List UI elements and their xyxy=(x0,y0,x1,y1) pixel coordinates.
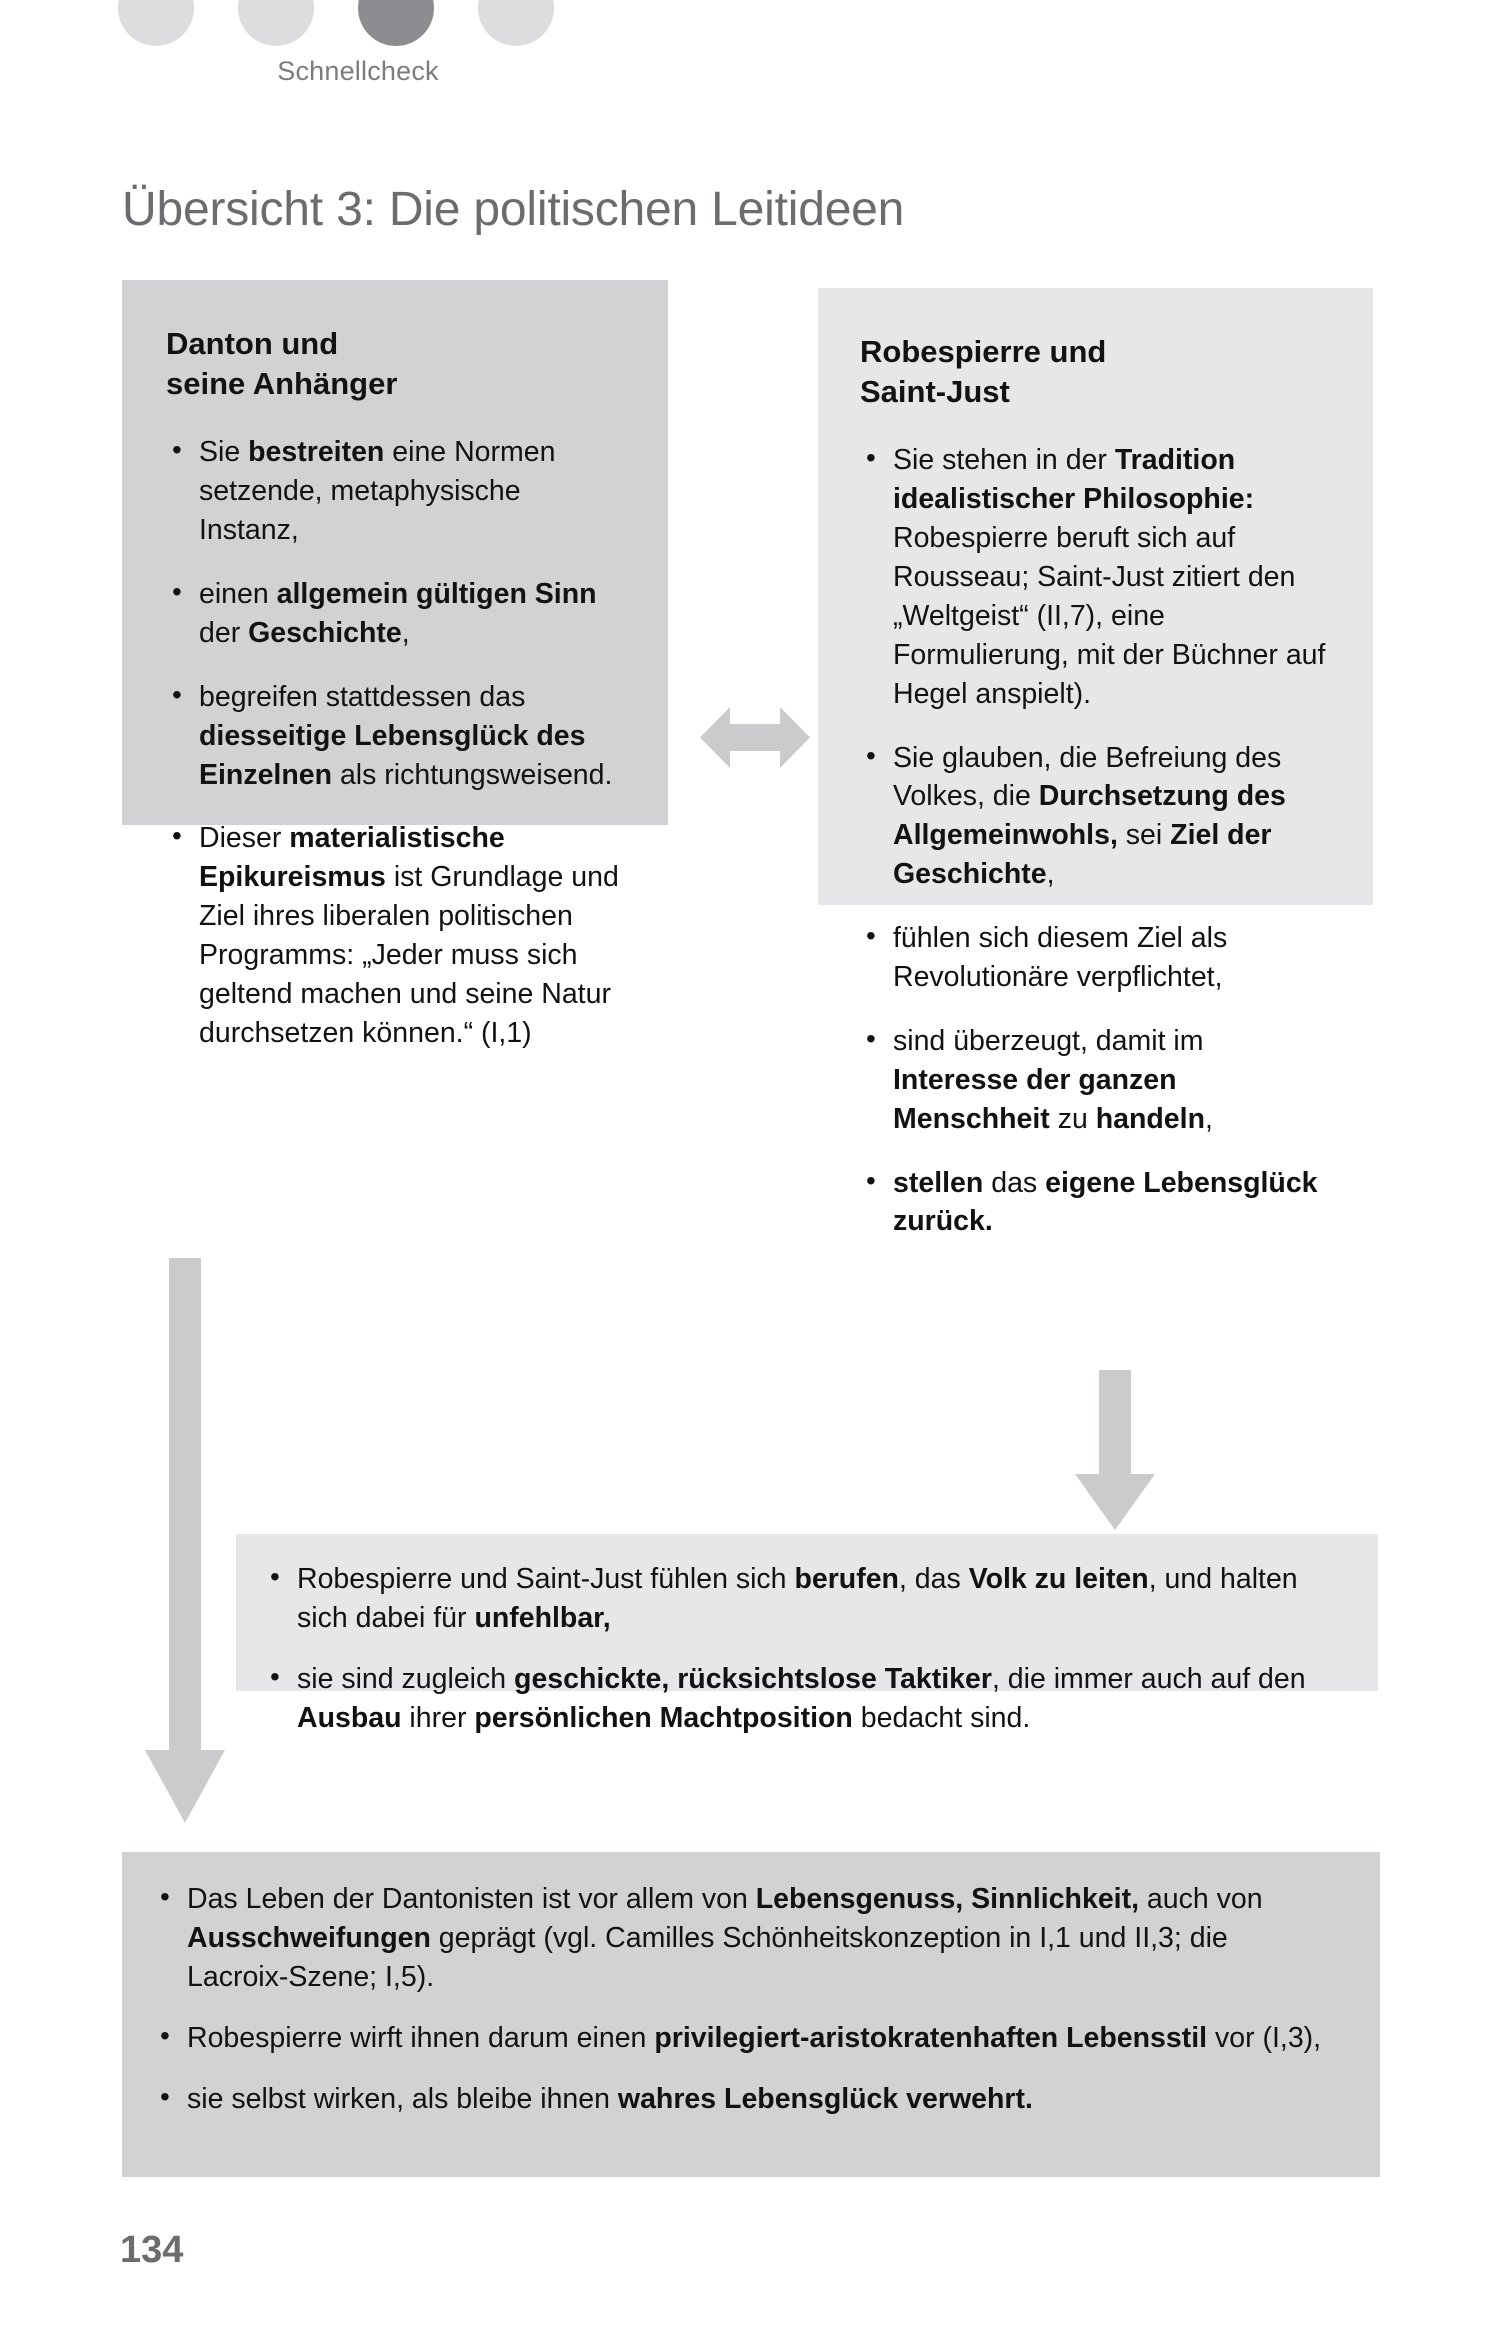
list-item: • Dieser materialistische Epikureismus ist Grundlage und Ziel ihres liberalen politischen Programms: „Jeder muss sich geltend machen und seine Natur durchsetzen können.“ (I,1) xyxy=(166,819,628,1052)
list-item: • stellen das eigene Lebensglück zurück. xyxy=(860,1164,1333,1242)
list-item: • einen allgemein gültigen Sinn der Geschichte, xyxy=(166,575,628,653)
box-danton-heading-line2: seine Anhänger xyxy=(166,365,398,401)
box-danton-heading xyxy=(166,324,628,403)
box-danton xyxy=(122,280,668,1049)
page-title: Übersicht 3: Die politischen Leitideen xyxy=(122,183,905,237)
list-item: • Sie glauben, die Befreiung des Volkes, die Durchsetzung des Allgemeinwohls, sei Ziel der Geschichte, xyxy=(860,739,1333,895)
chapter-dot-2 xyxy=(238,0,314,46)
down-arrow-icon-middle xyxy=(1075,1370,1155,1530)
box-robespierre-heading-line2: Saint-Just xyxy=(860,373,1010,409)
box-danton-heading-line1: Danton und xyxy=(166,326,339,361)
list-item: • begreifen stattdessen das diesseitige Lebensglück des Einzelnen als richtungsweisend. xyxy=(166,678,628,795)
box-robespierre-heading xyxy=(860,332,1333,411)
box-robespierre-bullets xyxy=(860,441,1333,1241)
box-danton-bullets xyxy=(166,433,628,1052)
box-dantonists-bullets xyxy=(154,1880,1334,2118)
chapter-dot-4 xyxy=(478,0,554,46)
double-headed-horizontal-arrow-icon xyxy=(700,700,810,775)
list-item: • Sie stehen in der Tradition idealistischer Philosophie: Robespierre beruft sich auf Rousseau; Saint-Just zitiert den „Weltgeist“ (II,7), eine Formulierung, mit der Büchner auf Hegel anspielt). xyxy=(860,441,1333,713)
list-item: • Das Leben der Dantonisten ist vor allem von Lebensgenuss, Sinnlichkeit, auch von Ausschweifungen geprägt (vgl. Camilles Schönheitskonzeption in I,1 und II,3; die Lacroix-Szene; I,5). xyxy=(154,1880,1334,1997)
list-item: • fühlen sich diesem Ziel als Revolutionäre verpflichtet, xyxy=(860,919,1333,997)
list-item: • Robespierre wirft ihnen darum einen privilegiert-aristokratenhaften Lebensstil vor (I,3), xyxy=(154,2019,1334,2058)
chapter-dot-1 xyxy=(118,0,194,46)
box-tactics xyxy=(236,1534,1378,1734)
box-tactics-bullets xyxy=(264,1560,1338,1738)
section-label: Schnellcheck xyxy=(277,56,439,86)
list-item: • Sie bestreiten eine Normen setzende, metaphysische Instanz, xyxy=(166,433,628,550)
down-arrow-icon-left xyxy=(145,1258,225,1823)
box-robespierre xyxy=(818,288,1373,1238)
list-item: • Robespierre und Saint-Just fühlen sich berufen, das Volk zu leiten, und halten sich dabei für unfehlbar, xyxy=(264,1560,1338,1638)
chapter-dot-3-active xyxy=(358,0,434,46)
page-number: 134 xyxy=(120,2229,184,2271)
box-dantonists xyxy=(122,1852,1380,2177)
list-item: • sie selbst wirken, als bleibe ihnen wahres Lebensglück verwehrt. xyxy=(154,2080,1334,2119)
list-item: • sie sind zugleich geschickte, rücksichtslose Taktiker, die immer auch auf den Ausbau ihrer persönlichen Machtposition bedacht sind. xyxy=(264,1660,1338,1738)
box-robespierre-heading-line1: Robespierre und xyxy=(860,334,1107,369)
list-item: • sind überzeugt, damit im Interesse der ganzen Menschheit zu handeln, xyxy=(860,1022,1333,1139)
chapter-dots xyxy=(118,0,554,46)
